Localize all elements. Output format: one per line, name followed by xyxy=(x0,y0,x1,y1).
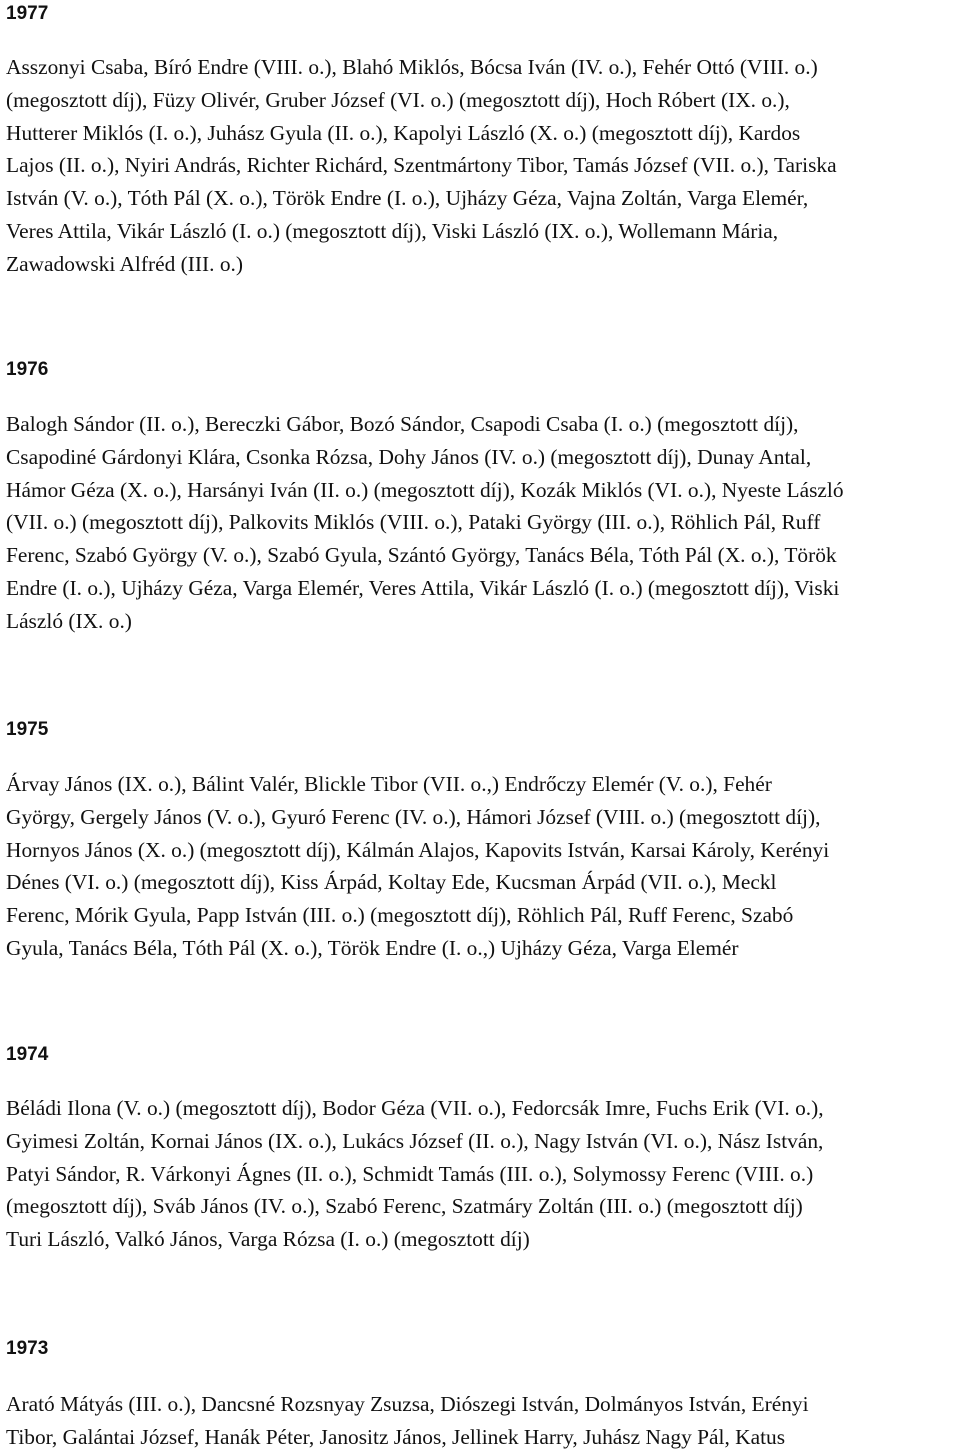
text-line: (megosztott díj), Füzy Olivér, Gruber József (VI. o.) (megosztott díj), Hoch Róbert (IX. o.), xyxy=(6,87,790,112)
text-line: Hámor Géza (X. o.), Harsányi Iván (II. o.) (megosztott díj), Kozák Miklós (VI. o.), Nyeste László xyxy=(6,477,844,502)
laureates-paragraph xyxy=(6,1388,956,1454)
year-heading: 1974 xyxy=(6,1044,49,1065)
text-line: Dénes (VI. o.) (megosztott díj), Kiss Árpád, Koltay Ede, Kucsman Árpád (VII. o.), Meckl xyxy=(6,870,777,895)
year-heading: 1975 xyxy=(6,719,49,740)
laureates-paragraph xyxy=(6,1092,956,1256)
year-heading: 1973 xyxy=(6,1338,49,1359)
text-line: (VII. o.) (megosztott díj), Palkovits Miklós (VIII. o.), Pataki György (III. o.), Röhlich Pál, Ruff xyxy=(6,510,821,535)
text-line: Patyi Sándor, R. Várkonyi Ágnes (II. o.), Schmidt Tamás (III. o.), Solymossy Ferenc (VIII. o.) xyxy=(6,1161,814,1186)
year-section-1973 xyxy=(6,1337,956,1454)
text-line: Béládi Ilona (V. o.) (megosztott díj), Bodor Géza (VII. o.), Fedorcsák Imre, Fuchs Erik (VI. o.), xyxy=(6,1096,824,1120)
text-line: Ferenc, Mórik Gyula, Papp István (III. o.) (megosztott díj), Röhlich Pál, Ruff Ferenc, Szabó xyxy=(6,903,794,928)
text-line: Gyula, Tanács Béla, Tóth Pál (X. o.), Török Endre (I. o.,) Ujházy Géza, Varga Elemér xyxy=(6,935,739,960)
text-line: György, Gergely János (V. o.), Gyuró Ferenc (IV. o.), Hámori József (VIII. o.) (megosztott díj), xyxy=(6,804,821,829)
text-line: Turi László, Valkó János, Varga Rózsa (I. o.) (megosztott díj) xyxy=(6,1227,530,1252)
text-line: Zawadowski Alfréd (III. o.) xyxy=(6,251,243,276)
year-section-1976 xyxy=(6,358,956,638)
text-line: Ferenc, Szabó György (V. o.), Szabó Gyula, Szántó György, Tanács Béla, Tóth Pál (X. o.), Török xyxy=(6,543,837,568)
text-line: Balogh Sándor (II. o.), Bereczki Gábor, Bozó Sándor, Csapodi Csaba (I. o.) (megosztott díj), xyxy=(6,412,799,436)
year-heading: 1977 xyxy=(6,3,49,24)
year-heading: 1976 xyxy=(6,359,49,380)
text-line: László (IX. o.) xyxy=(6,608,132,633)
year-section-1974 xyxy=(6,1043,956,1256)
text-line: Asszonyi Csaba, Bíró Endre (VIII. o.), Blahó Miklós, Bócsa Iván (IV. o.), Fehér Ottó (VIII. o.) xyxy=(6,55,818,79)
text-line: Tibor, Galántai József, Hanák Péter, Janositz János, Jellinek Harry, Juhász Nagy Pál, Katus xyxy=(6,1424,786,1449)
text-line: Arató Mátyás (III. o.), Dancsné Rozsnyay Zsuzsa, Diószegi István, Dolmányos István, Erényi xyxy=(6,1392,809,1416)
text-line: Csapodiné Gárdonyi Klára, Csonka Rózsa, Dohy János (IV. o.) (megosztott díj), Dunay Antal, xyxy=(6,444,812,469)
text-line: Lajos (II. o.), Nyiri András, Richter Richárd, Szentmártony Tibor, Tamás József (VII. o.), Tariska xyxy=(6,153,837,178)
text-line: Hornyos János (X. o.) (megosztott díj), Kálmán Alajos, Kapovits István, Karsai Károly, Kerényi xyxy=(6,837,830,862)
text-line: Árvay János (IX. o.), Bálint Valér, Blickle Tibor (VII. o.,) Endrőczy Elemér (V. o.), Fehér xyxy=(6,772,772,796)
text-line: Veres Attila, Vikár László (I. o.) (megosztott díj), Viski László (IX. o.), Wollemann Mária, xyxy=(6,218,779,243)
text-line: (megosztott díj), Sváb János (IV. o.), Szabó Ferenc, Szatmáry Zoltán (III. o.) (megosztott díj) xyxy=(6,1194,803,1219)
year-section-1977 xyxy=(6,2,956,281)
laureates-paragraph xyxy=(6,408,956,638)
text-line: Endre (I. o.), Ujházy Géza, Varga Elemér, Veres Attila, Vikár László (I. o.) (megosztott díj), Viski xyxy=(6,575,840,600)
text-line: Hutterer Miklós (I. o.), Juhász Gyula (II. o.), Kapolyi László (X. o.) (megosztott díj), Kardos xyxy=(6,120,801,145)
laureates-paragraph xyxy=(6,51,956,281)
laureates-paragraph xyxy=(6,768,956,965)
year-section-1975 xyxy=(6,718,956,965)
text-line: Gyimesi Zoltán, Kornai János (IX. o.), Lukács József (II. o.), Nagy István (VI. o.), Nász István, xyxy=(6,1128,824,1153)
text-line: István (V. o.), Tóth Pál (X. o.), Török Endre (I. o.), Ujházy Géza, Vajna Zoltán, Varga Elemér, xyxy=(6,186,809,211)
